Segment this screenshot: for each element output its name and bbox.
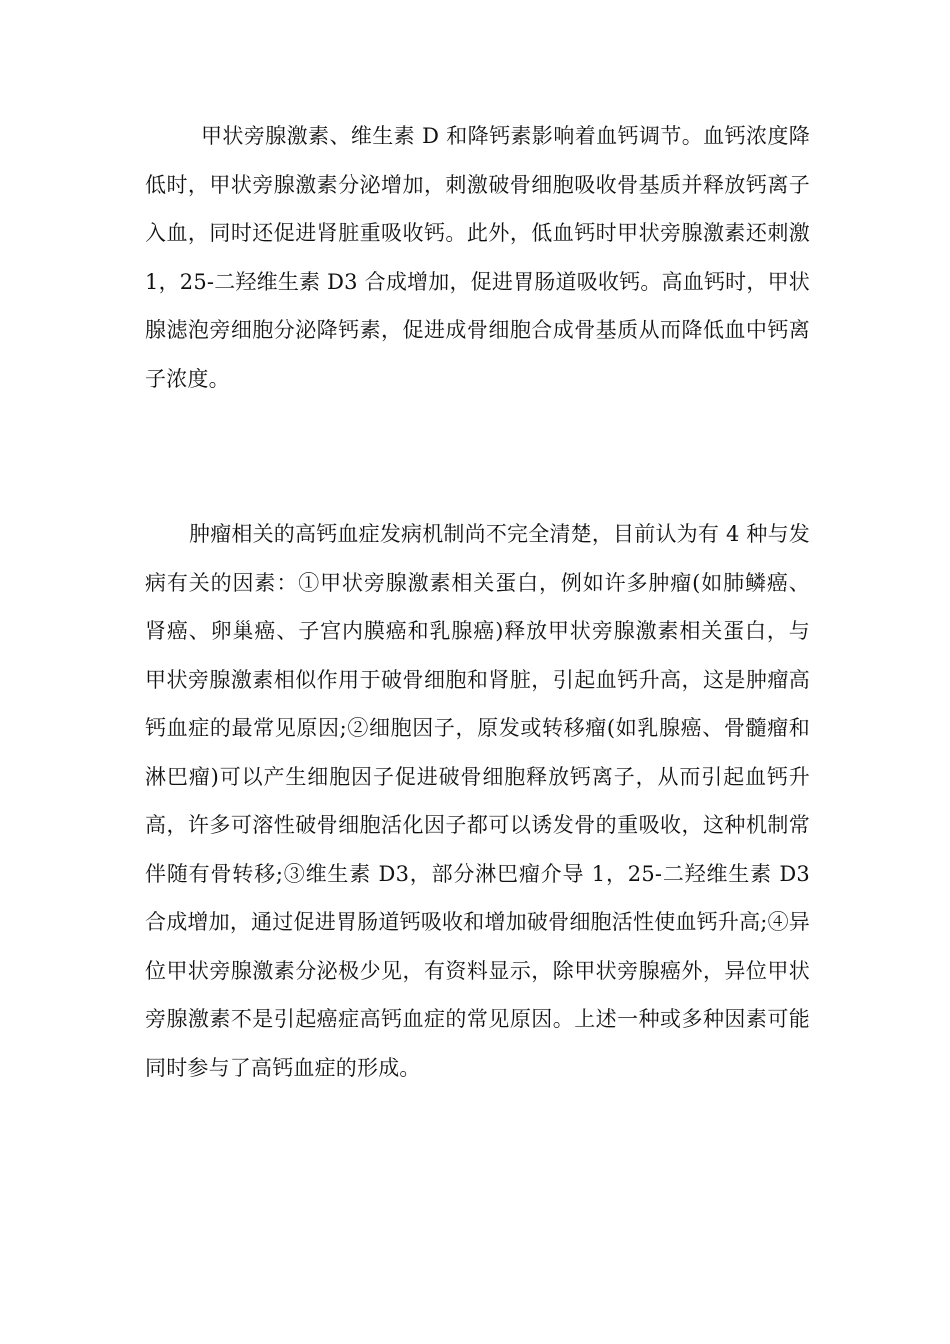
paragraph-calcium-regulation: 甲状旁腺激素、维生素 D 和降钙素影响着血钙调节。血钙浓度降低时，甲状旁腺激素分泌增加，刺激破骨细胞吸收骨基质并释放钙离子入血，同时还促进肾脏重吸收钙。此外，低血钙时甲状旁腺激素还刺激 1，25-二羟维生素 D3 合成增加，促进胃肠道吸收钙。高血钙时，甲状腺滤泡旁细胞分泌降钙素，促进成骨细胞合成骨基质从而降低血中钙离子浓度。	[145, 124, 810, 391]
paragraph-tumor-hypercalcemia: 肿瘤相关的高钙血症发病机制尚不完全清楚，目前认为有 4 种与发病有关的因素：①甲状旁腺激素相关蛋白，例如许多肿瘤(如肺鳞癌、肾癌、卵巢癌、子宫内膜癌和乳腺癌)释放甲状旁腺激素相关蛋白，与甲状旁腺激素相似作用于破骨细胞和肾脏，引起血钙升高，这是肿瘤高钙血症的最常见原因;②细胞因子，原发或转移瘤(如乳腺癌、骨髓瘤和淋巴瘤)可以产生细胞因子促进破骨细胞释放钙离子，从而引起血钙升高，许多可溶性破骨细胞活化因子都可以诱发骨的重吸收，这种机制常伴随有骨转移;③维生素 D3，部分淋巴瘤介导 1，25-二羟维生素 D3 合成增加，通过促进胃肠道钙吸收和增加破骨细胞活性使血钙升高;④异位甲状旁腺激素分泌极少见，有资料显示，除甲状旁腺癌外，异位甲状旁腺激素不是引起癌症高钙血症的常见原因。上述一种或多种因素可能同时参与了高钙血症的形成。	[145, 522, 810, 1080]
